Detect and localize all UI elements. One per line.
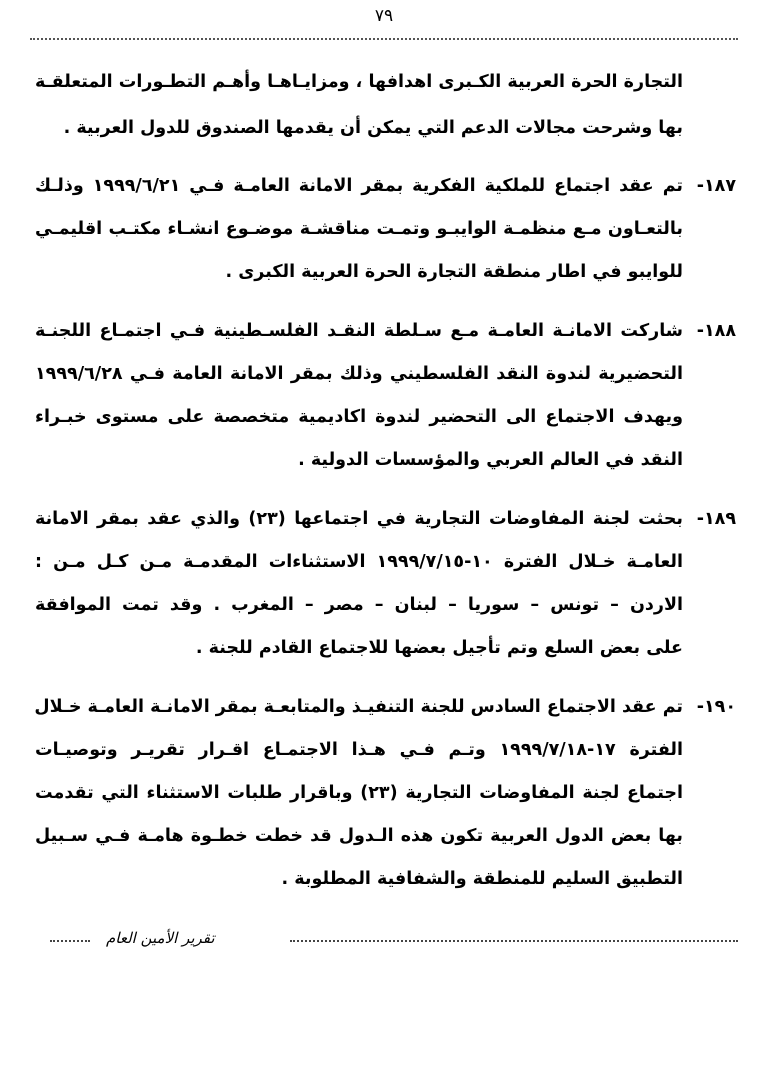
footer-rule-right — [290, 940, 738, 942]
item-number: ١٨٩- — [696, 509, 736, 529]
page-number: ٧٩ — [374, 6, 394, 26]
paragraph-line: بالتعـاون مـع منظمـة الوايبـو وتمـت مناقشـة موضـوع انشـاء مكتـب اقليمـي — [35, 219, 683, 239]
paragraph-line: شاركت الامانـة العامـة مـع سـلطة النقـد الفلسـطينية فـي اجتمـاع اللجنـة — [35, 321, 683, 341]
paragraph-line: على بعض السلع وتم تأجيل بعضها للاجتماع القادم للجنة . — [195, 638, 683, 658]
paragraph-line: ويهدف الاجتماع الى التحضير لندوة اكاديمية متخصصة على مستوى خبـراء — [35, 407, 683, 427]
paragraph-line: بها بعض الدول العربية تكون هذه الـدول قد خطت خطـوة هامـة فـي سـبيل — [35, 826, 683, 846]
paragraph-line: الفترة ١٧-١٩٩٩/٧/١٨ وتـم فـي هـذا الاجتمـاع اقـرار تقريـر وتوصيـات — [35, 740, 683, 760]
item-number: ١٨٧- — [696, 176, 736, 196]
paragraph-line: التحضيرية لندوة النقد الفلسطيني وذلك بمقر الامانة العامة فـي ١٩٩٩/٦/٢٨ — [35, 364, 683, 384]
paragraph-line: بها وشرحت مجالات الدعم التي يمكن أن يقدمها الصندوق للدول العربية . — [63, 118, 683, 138]
paragraph-line: اجتماع لجنة المفاوضات التجارية (٢٣) وباقرار طلبات الاستثناء التي تقدمت — [35, 783, 683, 803]
paragraph-line: التطبيق السليم للمنطقة والشفافية المطلوبة . — [281, 869, 683, 889]
paragraph-line: للوايبو في اطار منطقة التجارة الحرة العربية الكبرى . — [225, 262, 683, 282]
item-first-line — [35, 318, 736, 344]
item-first-line — [35, 173, 736, 199]
item-number: ١٨٨- — [696, 321, 736, 341]
paragraph-line: التجارة الحرة العربية الكـبرى اهدافها ، ومزايـاهـا وأهـم التطـورات المتعلقـة — [35, 72, 683, 92]
paragraph-line: بحثت لجنة المفاوضات التجارية في اجتماعها (٢٣) والذي عقد بمقر الامانة — [35, 509, 684, 529]
item-first-line — [35, 506, 736, 532]
footer-rule-left — [50, 940, 90, 942]
header-rule — [30, 38, 738, 40]
paragraph-line: النقد في العالم العربي والمؤسسات الدولية . — [298, 450, 683, 470]
footer-title: تقرير الأمين العام — [106, 929, 215, 947]
paragraph-line: تم عقد الاجتماع السادس للجنة التنفيـذ والمتابعـة بمقر الامانـة العامـة خـلال — [34, 697, 683, 717]
page-footer — [30, 929, 738, 953]
paragraph-line: تم عقد اجتماع للملكية الفكرية بمقر الامانة العامـة فـي ١٩٩٩/٦/٢١ وذلـك — [35, 176, 683, 196]
item-first-line — [35, 694, 736, 720]
item-number: ١٩٠- — [696, 697, 736, 717]
paragraph-line: العامـة خـلال الفترة ١٠-١٩٩٩/٧/١٥ الاستثناءات المقدمـة مـن كـل مـن : — [35, 552, 683, 572]
paragraph-line: الاردن – تونس – سوريا – لبنان – مصر – المغرب . وقد تمت الموافقة — [35, 595, 683, 615]
